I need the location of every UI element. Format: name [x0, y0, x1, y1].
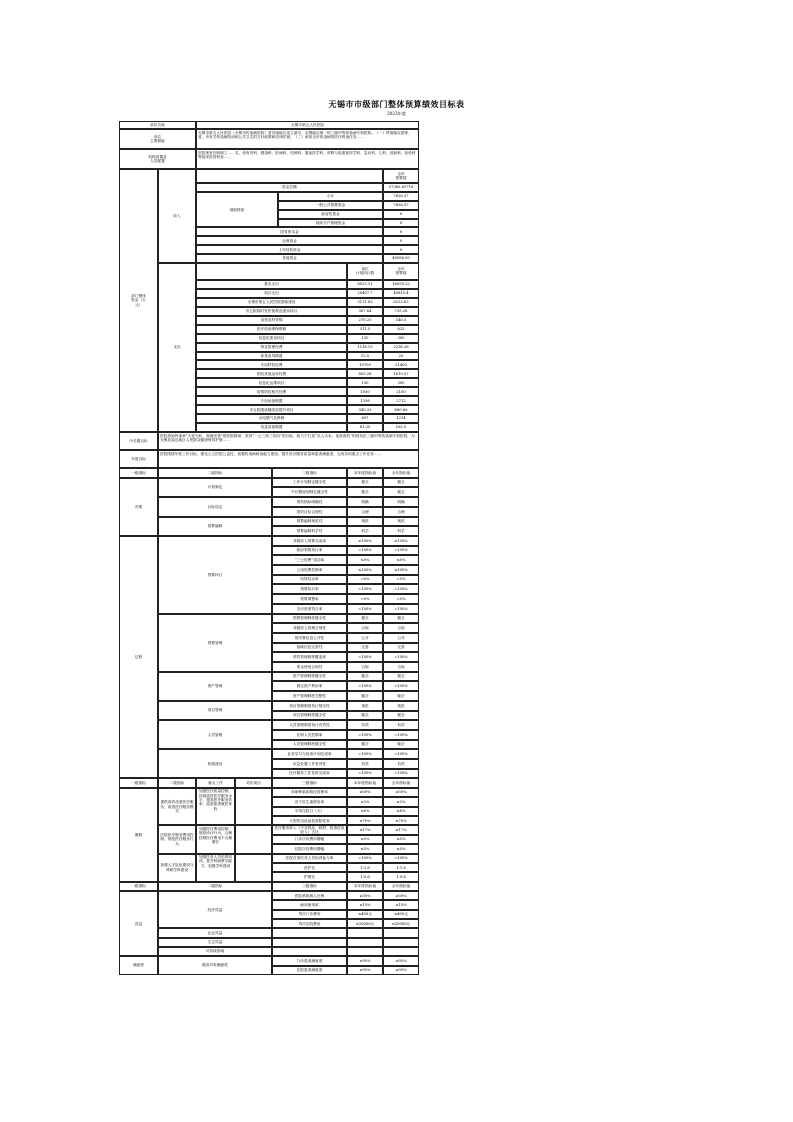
duty-value: 无锡市第五人民医院（无锡市传染病医院）是苏南地区成立最早、无锡地区唯一的三级甲等传染病专科医院。（一）贯彻落实国家、省、市有关传染病防治和公共卫生的方针政策和法律法规；（二）承担全市传染病的医疗救治任务……	[196, 129, 419, 149]
indicator-year-value: 合规	[347, 623, 383, 633]
expense-row-label: 市五院感染楼改造提升项目	[196, 405, 347, 414]
income-row-value: 57365.61716	[383, 183, 419, 192]
indicator-full-value: 公开	[383, 633, 419, 643]
indicator-full-value: 健全	[383, 614, 419, 624]
indicator-l3: “三公经费”变动率	[272, 555, 347, 565]
indicator-full-value: 完善	[383, 643, 419, 653]
satisfaction-indicator-full: ≥95%	[383, 966, 419, 975]
indicator-l3: 公用经费控制率	[272, 565, 347, 575]
indicator-year-value: =100%	[347, 681, 383, 691]
benefit-indicator-full	[383, 928, 419, 937]
year-goal-label: 年度目标	[119, 450, 158, 468]
duty-indicator-l3: 护理比	[272, 872, 347, 881]
indicator-l3: 政府采购执行率	[272, 546, 347, 556]
table2-header: 全年指标值	[383, 778, 419, 787]
duty-indicator-l2: 加强人才队伍建设与科研学科建设	[158, 854, 196, 882]
duty-indicator-l3: 平均住院日（天）	[272, 807, 347, 816]
benefit-indicator-l3: 每次住院费用	[272, 919, 347, 928]
indicator-l2: 机构建设	[158, 749, 272, 778]
benefit-indicator-l3: 医院承担病人比例	[272, 891, 347, 900]
indicator-full-value: =100%	[383, 604, 419, 614]
satisfaction-indicator-l1: 满意度	[119, 956, 158, 975]
expense-row-plan: 607	[347, 414, 383, 423]
expense-row-budget: 735.28	[383, 307, 419, 316]
income-row-value: 0	[383, 236, 419, 245]
expense-row-plan: 1050	[347, 387, 383, 396]
duty-indicator-l3: 大型医用设备检查阳性率	[272, 816, 347, 825]
benefit-indicator-full: ≥30%	[383, 891, 419, 900]
benefit-indicator-year	[347, 938, 383, 947]
indicator-full-value: =100%	[383, 730, 419, 740]
table3-header: 本年度指标值	[347, 882, 383, 891]
indicator-year-value: =100%	[347, 546, 383, 556]
indicator-l3: 预决算信息公开性	[272, 633, 347, 643]
indicator-full-value: 明确	[383, 497, 419, 507]
duty-indicator-full: 1:1.6	[383, 863, 419, 872]
duty-indicator-full: 1:0.6	[383, 872, 419, 881]
expense-row-plan: 1118.13	[347, 343, 383, 352]
duty-indicator-full: ≥50%	[383, 788, 419, 797]
indicator-l3: 绩效指标明确性	[272, 497, 347, 507]
indicator-l2: 预算执行	[158, 536, 272, 614]
duty-indicator-full: ≤5%	[383, 835, 419, 844]
income-row-label: 资金总额	[196, 183, 383, 192]
indicator-l2: 人员管理	[158, 720, 272, 749]
indicator-full-value: =100%	[383, 749, 419, 759]
indicator-year-value: ≥100%	[347, 536, 383, 546]
benefit-indicator-year: ≤400元	[347, 910, 383, 919]
indicator-full-value: ≥100%	[383, 536, 419, 546]
table2-header: 三级指标	[272, 778, 347, 787]
table1-header: 全年指标值	[383, 468, 419, 478]
table1-header: 一级指标	[119, 468, 158, 478]
indicator-l1: 过程	[119, 536, 158, 779]
indicator-l2: 预算编制	[158, 517, 272, 536]
duty-indicator-year: 1:0.6	[347, 872, 383, 881]
expense-row-label: 信息化建设项目	[196, 334, 347, 343]
benefit-indicator-l3	[272, 928, 347, 937]
indicator-l3: 中长期规划制定健全性	[272, 487, 347, 497]
indicator-full-value: 合理	[383, 507, 419, 517]
indicator-full-value: 科学	[383, 526, 419, 536]
indicator-full-value: 健全	[383, 740, 419, 750]
expense-row-budget: 2712	[383, 396, 419, 405]
indicator-year-value: 健全	[347, 672, 383, 682]
duty-indicator-year: =100%	[347, 854, 383, 863]
duty-indicator-year: ≤6%	[347, 807, 383, 816]
expense-row-label: 医疗设备维保维修	[196, 325, 347, 334]
table3-header: 二级指标	[158, 882, 272, 891]
income-row-label: 上年结转资金	[196, 245, 383, 254]
indicator-l3: 预算管理制度健全性	[272, 614, 347, 624]
indicator-l2: 目标设定	[158, 497, 272, 516]
indicator-l3: 资产管理制度健全性	[272, 672, 347, 682]
duty-indicator-l3: 医疗服务收入（不含药品、耗材、检查化验收入）占比	[272, 825, 347, 834]
indicator-full-value: 健全	[383, 691, 419, 701]
benefit-indicator-year	[347, 928, 383, 937]
table1-header: 三级指标	[272, 468, 347, 478]
indicator-l3: 结转结余率	[272, 575, 347, 585]
expense-head-budget: 全年 预算数	[383, 263, 419, 280]
duty-indicator-full: ≤5%	[383, 844, 419, 853]
table2-header: 重点工作	[196, 778, 235, 787]
income-head-budget: 全年 预算数	[383, 169, 419, 183]
indicator-l1: 决策	[119, 478, 158, 536]
income-row-value: 0	[383, 227, 419, 236]
indicator-year-value: 健全	[347, 691, 383, 701]
expense-row-budget: 25	[383, 352, 419, 361]
expense-row-plan: 150	[347, 378, 383, 387]
satisfaction-indicator-full: ≥95%	[383, 956, 419, 965]
income-row-label: 政府性基金	[278, 210, 383, 219]
expense-row-label: 信息设备购置	[196, 423, 347, 432]
indicator-year-value: ≤0%	[347, 555, 383, 565]
satisfaction-indicator-l2: 服务对象满意度	[158, 956, 272, 975]
duty-indicator-l3: 住院次均费用增幅	[272, 844, 347, 853]
indicator-year-value: 有效	[347, 759, 383, 769]
indicator-l3: 绩效管理制度覆盖率	[272, 652, 347, 662]
expense-row-plan: 367.64	[347, 307, 383, 316]
indicator-l3: 应急处置工作有效性	[272, 759, 347, 769]
indicator-year-value: 公开	[347, 633, 383, 643]
org-value: 医院现有在职职工……名，设有内科、感染科、肝病科、结核科、重症医学科、呼吸与危重症医学科、急诊科、儿科、放射科、检验科等临床医技科室……	[196, 149, 419, 169]
benefit-indicator-l2: 生态效益	[158, 938, 272, 947]
duty-related-project	[235, 788, 272, 826]
indicator-l2: 计划制定	[158, 478, 272, 497]
indicator-l3: 支付进度符合率	[272, 604, 347, 614]
indicator-full-value: 有效	[383, 720, 419, 730]
indicator-year-value: 健全	[347, 487, 383, 497]
satisfaction-indicator-year: ≥95%	[347, 956, 383, 965]
benefit-indicator-full: ≤10000元	[383, 919, 419, 928]
duty-indicator-full: ≤6%	[383, 807, 419, 816]
expense-row-plan: 340.33	[347, 405, 383, 414]
fiscal-funds-label: 财政拨款	[196, 192, 278, 228]
benefit-indicator-year: ≥15%	[347, 900, 383, 909]
org-label: 机构设置及 人员配置	[119, 149, 196, 169]
income-row-value: 0	[383, 210, 419, 219]
indicator-full-value: 健全	[383, 478, 419, 488]
income-row-label: 一般公共预算资金	[278, 201, 383, 210]
satisfaction-indicator-year: ≥95%	[347, 966, 383, 975]
indicator-year-value: =100%	[347, 730, 383, 740]
indicator-year-value: =0%	[347, 575, 383, 585]
duty-indicator-l3: 门诊次均费用增幅	[272, 835, 347, 844]
expense-row-label: 医院其他运转经费	[196, 369, 347, 378]
duty-indicator-l1: 履职	[119, 788, 158, 882]
satisfaction-indicator-l3: 门诊患者满意度	[272, 956, 347, 965]
indicator-year-value: =100%	[347, 769, 383, 779]
indicator-l3: 非税收入管理合规性	[272, 623, 347, 633]
income-row-label: 小计	[278, 192, 383, 201]
expense-row-budget: 6223.63	[383, 298, 419, 307]
expense-row-label: 专用材料经费	[196, 360, 347, 369]
expense-row-budget: 40815.4	[383, 289, 419, 298]
expense-row-plan: 10700	[347, 360, 383, 369]
indicator-l3: 非税收入预算完成率	[272, 536, 347, 546]
expense-row-budget: 623	[383, 325, 419, 334]
indicator-full-value: ≤100%	[383, 565, 419, 575]
funds-section-label: 部门整体 资金（万 元）	[119, 169, 158, 432]
duty-indicator-year: ≥17%	[347, 825, 383, 834]
indicator-year-value: 合规	[347, 662, 383, 672]
expense-row-plan: 150	[347, 334, 383, 343]
mid-goal-label: 中长期目标	[119, 432, 158, 450]
income-row-value: 0	[383, 245, 419, 254]
table2-header: 对应项目	[235, 778, 272, 787]
duty-indicator-year: ≥70%	[347, 816, 383, 825]
indicator-l2: 资产管理	[158, 672, 272, 701]
indicator-full-value: 规范	[383, 517, 419, 527]
benefit-indicator-l3: 病床使用率	[272, 900, 347, 909]
duty-indicator-l3: 单病种临床路径管理率	[272, 788, 347, 797]
indicator-year-value: 合理	[347, 507, 383, 517]
indicator-full-value: 健全	[383, 487, 419, 497]
indicator-full-value: =100%	[383, 681, 419, 691]
expense-row-label: 专用设备购置	[196, 396, 347, 405]
benefit-indicator-l3: 每次门诊费用	[272, 910, 347, 919]
duty-indicator-full: ≥3%	[383, 797, 419, 806]
benefit-indicator-l1: 效益	[119, 891, 158, 956]
indicator-full-value: =100%	[383, 769, 419, 779]
unit-name-label: 单位名称	[119, 121, 196, 129]
benefit-indicator-year: ≥30%	[347, 891, 383, 900]
indicator-year-value: 规范	[347, 701, 383, 711]
indicator-l3: 基础信息完善性	[272, 643, 347, 653]
indicator-full-value: 合规	[383, 623, 419, 633]
indicator-full-value: =100%	[383, 584, 419, 594]
indicator-year-value: =100%	[347, 584, 383, 594]
expense-row-plan: 805.28	[347, 369, 383, 378]
table2-header: 二级指标	[158, 778, 196, 787]
indicator-year-value: 健全	[347, 711, 383, 721]
expense-row-label: 食堂食材采购	[196, 316, 347, 325]
benefit-indicator-l2: 经济效益	[158, 891, 272, 928]
duty-label: 单位 主要职能	[119, 129, 196, 149]
duty-key-work: 加强医疗质量控制，持续改进医疗服务水平，提高医疗服务效率，改善患者就医体验	[196, 788, 235, 826]
document-year: 2023年度	[386, 111, 407, 116]
indicator-year-value: =100%	[347, 749, 383, 759]
document-title: 无锡市市级部门整体预算绩效目标表	[328, 99, 465, 109]
indicator-year-value: 科学	[347, 526, 383, 536]
indicator-full-value: ≤0%	[383, 555, 419, 565]
indicator-year-value: 健全	[347, 740, 383, 750]
indicator-l3: 预算执行率	[272, 584, 347, 594]
expense-label: 支出	[158, 263, 196, 432]
indicator-l3: 预算调整率	[272, 594, 347, 604]
indicator-full-value: 健全	[383, 672, 419, 682]
benefit-indicator-year: ≤10000元	[347, 919, 383, 928]
benefit-indicator-year	[347, 947, 383, 956]
expense-row-budget: 21400	[383, 360, 419, 369]
indicator-l2: 项目管理	[158, 701, 272, 720]
indicator-l3: 资金使用合规性	[272, 662, 347, 672]
table1-header: 二级指标	[158, 468, 272, 478]
expense-row-budget: 1214	[383, 414, 419, 423]
expense-row-plan: 3111.82	[347, 298, 383, 307]
indicator-full-value: =0%	[383, 575, 419, 585]
indicator-l3: 在职人员控制率	[272, 730, 347, 740]
expense-row-label: 家具用具购置	[196, 352, 347, 361]
expense-row-label: 物业管理经费	[196, 343, 347, 352]
indicator-l3: 工作计划制定健全性	[272, 478, 347, 488]
indicator-full-value: 规范	[383, 701, 419, 711]
indicator-l3: 资产管理制度完整性	[272, 691, 347, 701]
benefit-indicator-l3	[272, 938, 347, 947]
expense-head-plan: 单位 计划执行数	[347, 263, 383, 280]
indicator-year-value: =0%	[347, 594, 383, 604]
indicator-l3: 业务学习与培训计划完成率	[272, 749, 347, 759]
expense-row-budget: 680.66	[383, 405, 419, 414]
indicator-year-value: =100%	[347, 652, 383, 662]
indicator-full-value: 合规	[383, 662, 419, 672]
expense-row-plan: 270.25	[347, 316, 383, 325]
mid-goal-value: 医院将始终秉承“大爱无私、和谐至善”的医院精神，坚持“一心三高三协同”的目标，致力于打造“以人为本、优质高效”的现代化三级甲等传染病专科医院，为无锡及周边地区人民群众健康保驾护航……	[158, 432, 419, 450]
duty-related-project	[235, 854, 272, 882]
indicator-l3: 绩效目标合理性	[272, 507, 347, 517]
indicator-year-value: =100%	[347, 604, 383, 614]
indicator-year-value: 健全	[347, 614, 383, 624]
table2-header: 本年度指标值	[347, 778, 383, 787]
indicator-year-value: 明确	[347, 497, 383, 507]
table3-header: 一级指标	[119, 882, 158, 891]
duty-indicator-full: ≥17%	[383, 825, 419, 834]
expense-row-budget: 300	[383, 334, 419, 343]
indicator-l3: 项目管理制度健全性	[272, 711, 347, 721]
income-row-label: 财政专户管理资金	[278, 219, 383, 228]
duty-key-work: 加强医疗费用控制，规范诊疗行为，合理控制医疗费用不合理增长	[196, 825, 235, 853]
income-row-label: 社保基金	[196, 236, 383, 245]
duty-indicator-l2: 提供高效优质医疗服务，改善医疗服务模式	[158, 788, 196, 826]
expense-row-budget: 16050.22	[383, 280, 419, 289]
indicator-full-value: =100%	[383, 546, 419, 556]
indicator-l3: 预算编制科学性	[272, 526, 347, 536]
expense-row-label: 疫情防控相关经费	[196, 387, 347, 396]
indicator-l3: 固定资产利用率	[272, 681, 347, 691]
indicator-l3: 人员管理制度健全性	[272, 740, 347, 750]
income-label: 收入	[158, 169, 196, 263]
expense-row-plan: 8023.11	[347, 280, 383, 289]
indicator-year-value: ≤100%	[347, 565, 383, 575]
table1-header: 本年度指标值	[347, 468, 383, 478]
year-goal-value: 医院围绕年度工作目标，强化公立医院公益性，加强传染病救治能力建设，提升医疗服务质量和患者满意度，完成各项重点工作任务……	[158, 450, 419, 468]
duty-indicator-full: =100%	[383, 854, 419, 863]
expense-row-budget: 2236.26	[383, 343, 419, 352]
indicator-l3: 项目管理制度执行情况性	[272, 701, 347, 711]
indicator-full-value: 有效	[383, 759, 419, 769]
duty-indicator-l3: 医院在岗医务人员培训参与率	[272, 854, 347, 863]
indicator-full-value: =100%	[383, 652, 419, 662]
expense-row-budget: 1610.57	[383, 369, 419, 378]
expense-row-label: 基本支出	[196, 280, 347, 289]
duty-key-work: 加强医务人员培养培训，提升科研教学能力，加强学科建设	[196, 854, 235, 882]
expense-row-plan: 1356	[347, 396, 383, 405]
indicator-year-value: 完善	[347, 643, 383, 653]
benefit-indicator-full: ≤400元	[383, 910, 419, 919]
duty-indicator-l3: 医护比	[272, 863, 347, 872]
duty-indicator-year: ≤5%	[347, 835, 383, 844]
duty-indicator-l2: 医院医疗服务费用控制，规范医疗服务行为	[158, 825, 196, 853]
benefit-indicator-full	[383, 938, 419, 947]
benefit-indicator-full	[383, 947, 419, 956]
expense-row-plan: 20407.7	[347, 289, 383, 298]
expense-row-label: 水电燃气及维修	[196, 414, 347, 423]
duty-indicator-year: ≥3%	[347, 797, 383, 806]
table3-header: 三级指标	[272, 882, 347, 891]
expense-row-plan: 12.5	[347, 352, 383, 361]
expense-row-budget: 162.5	[383, 423, 419, 432]
expense-row-label: 无锡市第五人民医院基础建设	[196, 298, 347, 307]
benefit-indicator-l2: 可持续影响	[158, 947, 272, 956]
indicator-year-value: 有效	[347, 720, 383, 730]
benefit-indicator-full: ≥15%	[383, 900, 419, 909]
expense-header-blank	[196, 263, 347, 280]
indicator-l3: 人员管理制度执行有效性	[272, 720, 347, 730]
expense-row-budget: 2100	[383, 387, 419, 396]
income-header-blank	[196, 169, 383, 183]
duty-indicator-year: ≥50%	[347, 788, 383, 797]
indicator-l3: 预算编制规范性	[272, 517, 347, 527]
indicator-full-value: 健全	[383, 711, 419, 721]
duty-indicator-year: 1:1.6	[347, 863, 383, 872]
indicator-year-value: 健全	[347, 478, 383, 488]
benefit-indicator-l3	[272, 947, 347, 956]
duty-indicator-full: ≥70%	[383, 816, 419, 825]
indicator-year-value: 规范	[347, 517, 383, 527]
income-row-label: 国有资本金	[196, 227, 383, 236]
income-row-value: 49086.05	[383, 254, 419, 263]
expense-row-label: 信息化运维项目	[196, 378, 347, 387]
expense-row-label: 市五院临时发热留观及建设项目	[196, 307, 347, 316]
expense-row-budget: 540.5	[383, 316, 419, 325]
income-row-value: 7626.37	[383, 192, 419, 201]
indicator-l2: 预算管理	[158, 614, 272, 672]
expense-row-budget: 300	[383, 378, 419, 387]
expense-row-plan: 311.5	[347, 325, 383, 334]
unit-name-value: 无锡市第五人民医院	[196, 121, 419, 129]
income-row-value: 0	[383, 219, 419, 228]
table2-header: 一级指标	[119, 778, 158, 787]
satisfaction-indicator-l3: 住院患者满意度	[272, 966, 347, 975]
duty-indicator-year: ≤5%	[347, 844, 383, 853]
table3-header: 全年指标值	[383, 882, 419, 891]
income-row-label: 其他资金	[196, 254, 383, 263]
income-row-value: 7626.37	[383, 201, 419, 210]
indicator-full-value: =0%	[383, 594, 419, 604]
duty-related-project	[235, 825, 272, 853]
duty-indicator-l3: 若干抗生素使用率	[272, 797, 347, 806]
expense-row-label: 项目支出	[196, 289, 347, 298]
indicator-l3: 医疗服务工作及时完成率	[272, 769, 347, 779]
benefit-indicator-l2: 社会效益	[158, 928, 272, 937]
expense-row-plan: 81.25	[347, 423, 383, 432]
